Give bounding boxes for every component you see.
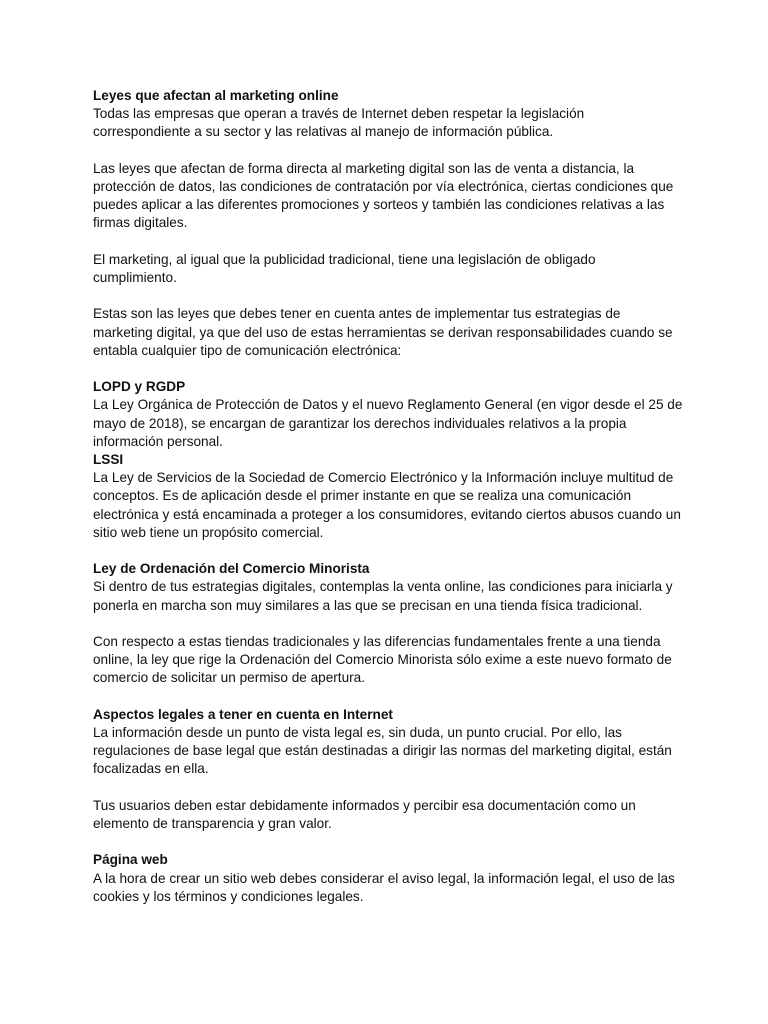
paragraph: El marketing, al igual que la publicidad tradicional, tiene una legislación de obligado cumplimiento. [93,251,596,285]
paragraph: La Ley de Servicios de la Sociedad de Comercio Electrónico y la Información incluye multitud de conceptos. Es de aplicación desde el primer instante en que se realiza una comunicación electrónica y está encaminada a proteger a los consumidores, evitando ciertos abusos cuando un sitio web tiene un propósito comercial. [93,470,681,540]
section-heading: Aspectos legales a tener en cuenta en Internet [93,706,393,722]
blank-line [93,833,683,851]
section-heading: LSSI [93,452,124,467]
blank-line [93,233,683,251]
paragraph: Estas son las leyes que debes tener en cuenta antes de implementar tus estrategias de marketing digital, ya que del uso de estas herramientas se derivan responsabilidades cuando se entabla cualquier tipo de comunicación electrónica: [93,306,673,358]
paragraph: A la hora de crear un sitio web debes considerar el aviso legal, la información legal, el uso de las cookies y los términos y condiciones legales. [93,870,675,904]
blank-line [93,779,683,797]
section-heading: Página web [93,852,168,868]
section-heading: Leyes que afectan al marketing online [93,88,339,103]
paragraph: Las leyes que afectan de forma directa al marketing digital son las de venta a distancia, la protección de datos, las condiciones de contratación por vía electrónica, ciertas condiciones que puedes aplicar a las diferentes promociones y sorteos y también las condiciones relativas a las firmas digitales. [93,160,674,231]
blank-line [93,688,683,706]
paragraph: Con respecto a estas tiendas tradicionales y las diferencias fundamentales frente a una tienda online, la ley que rige la Ordenación del Comercio Minorista sólo exime a este nuevo formato de comercio de solicitar un permiso de apertura. [93,634,672,686]
section-heading: LOPD y RGDP [93,379,186,395]
blank-line [93,287,683,305]
section-heading: Ley de Ordenación del Comercio Minorista [93,561,370,577]
paragraph: Si dentro de tus estrategias digitales, contemplas la venta online, las condiciones para iniciarla y ponerla en marcha son muy similares a las que se precisan en una tienda física tradicional. [93,579,673,613]
paragraph: La información desde un punto de vista legal es, sin duda, un punto crucial. Por ello, las regulaciones de base legal que están destinadas a dirigir las normas del marketing digital, están focalizadas en ella. [93,725,672,777]
document-page [93,87,683,906]
blank-line [93,360,683,378]
blank-line [93,142,683,160]
paragraph: Todas las empresas que operan a través de Internet deben respetar la legislación correspondiente a su sector y las relativas al manejo de información pública. [93,106,585,140]
blank-line [93,542,683,560]
paragraph: La Ley Orgánica de Protección de Datos y el nuevo Reglamento General (en vigor desde el 25 de mayo de 2018), se encargan de garantizar los derechos individuales relativos a la propia información personal. [93,397,683,449]
blank-line [93,615,683,633]
paragraph: Tus usuarios deben estar debidamente informados y percibir esa documentación como un elemento de transparencia y gran valor. [93,797,636,831]
